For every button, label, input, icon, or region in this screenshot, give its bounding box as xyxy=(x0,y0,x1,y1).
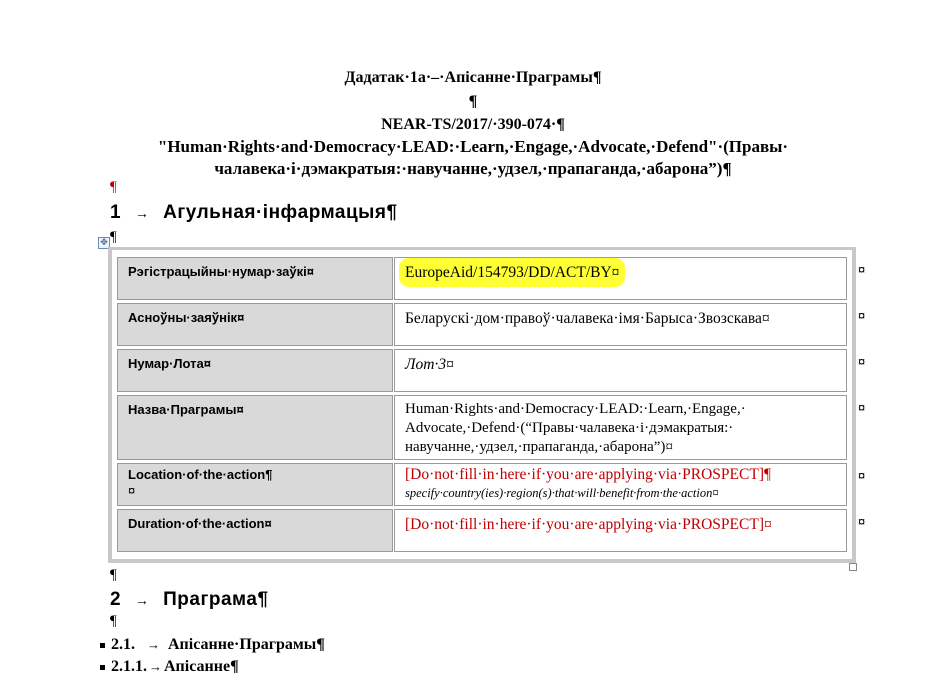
row-end-mark: ¤ xyxy=(858,308,866,323)
paragraph-mark: ¶ xyxy=(110,229,117,245)
value-programme-title[interactable]: Human·Rights·and·Democracy·LEAD:·Learn,·Engage,· Advocate,·Defend·(“Правы·чалавека·і·дэмакратыя:· навучанне,·удзел,·прапаганда,·абарона”)¤ xyxy=(394,395,847,460)
value-registration-number[interactable]: EuropeAid/154793/DD/ACT/BY¤ xyxy=(394,257,847,300)
section-2-title: Праграма xyxy=(163,589,258,610)
section-1-title: Агульная·інфармацыя xyxy=(163,202,387,223)
keep-with-next-mark xyxy=(100,643,105,648)
paragraph-mark: ¶ xyxy=(110,567,117,583)
tab-arrow: → xyxy=(134,592,150,608)
value-location[interactable]: [Do·not·fill·in·here·if·you·are·applying·via·PROSPECT]¶ specify·country(ies)·region(s)·that·will·benefit·from·the·action¤ xyxy=(394,463,847,506)
keep-with-next-mark xyxy=(100,665,105,670)
reference-number: NEAR-TS/2017/·390-074·¶ xyxy=(381,116,565,133)
programme-name-line2: чалавека·і·дэмакратыя:·навучанне,·удзел,·прапаганда,·абарона”)¶ xyxy=(214,159,732,178)
empty-paragraph: ¶ xyxy=(468,93,478,110)
value-duration[interactable]: [Do·not·fill·in·here·if·you·are·applying·via·PROSPECT]¤ xyxy=(394,509,847,552)
section-1-heading: 1 → Агульная·інфармацыя¶ xyxy=(110,202,398,223)
label-location: Location·of·the·action¶ ¤ xyxy=(117,463,393,506)
subsection-2-1-heading: 2.1. → Апісанне·Праграмы¶ xyxy=(100,636,325,654)
annex-title: Дадатак·1a·–·Апісанне·Праграмы¶ xyxy=(344,69,602,86)
row-end-mark: ¤ xyxy=(858,514,866,529)
label-lead-applicant: Асноўны·заяўнік¤ xyxy=(117,303,393,346)
section-2-heading: 2 → Праграма¶ xyxy=(110,589,269,610)
label-duration: Duration·of·the·action¤ xyxy=(117,509,393,552)
tab-arrow: → xyxy=(134,205,150,221)
label-lot-number: Нумар·Лота¤ xyxy=(117,349,393,392)
subsection-2-1-1-heading: 2.1.1. → Апісанне¶ xyxy=(100,658,239,676)
table-resize-handle[interactable] xyxy=(849,563,857,571)
row-end-mark: ¤ xyxy=(858,468,866,483)
value-lot-number[interactable]: Лот·3¤ xyxy=(394,349,847,392)
row-end-mark: ¤ xyxy=(858,400,866,415)
paragraph-mark: ¶ xyxy=(110,613,117,629)
section-2-number: 2 xyxy=(110,589,122,610)
label-registration-number: Рэгістрацыйны·нумар·заўкі¤ xyxy=(117,257,393,300)
row-end-mark: ¤ xyxy=(858,354,866,369)
red-pilcrow: ¶ xyxy=(110,179,117,195)
row-end-mark: ¤ xyxy=(858,262,866,277)
programme-name-line1: "Human·Rights·and·Democracy·LEAD:·Learn,·Engage,·Advocate,·Defend"·(Правы· xyxy=(157,137,789,156)
value-lead-applicant[interactable]: Беларускі·дом·правоў·чалавека·імя·Барыса·Звозскава¤ xyxy=(394,303,847,346)
label-programme-title: Назва·Праграмы¤ xyxy=(117,395,393,460)
table-move-handle-icon[interactable]: ✥ xyxy=(98,237,110,249)
section-1-number: 1 xyxy=(110,202,122,223)
